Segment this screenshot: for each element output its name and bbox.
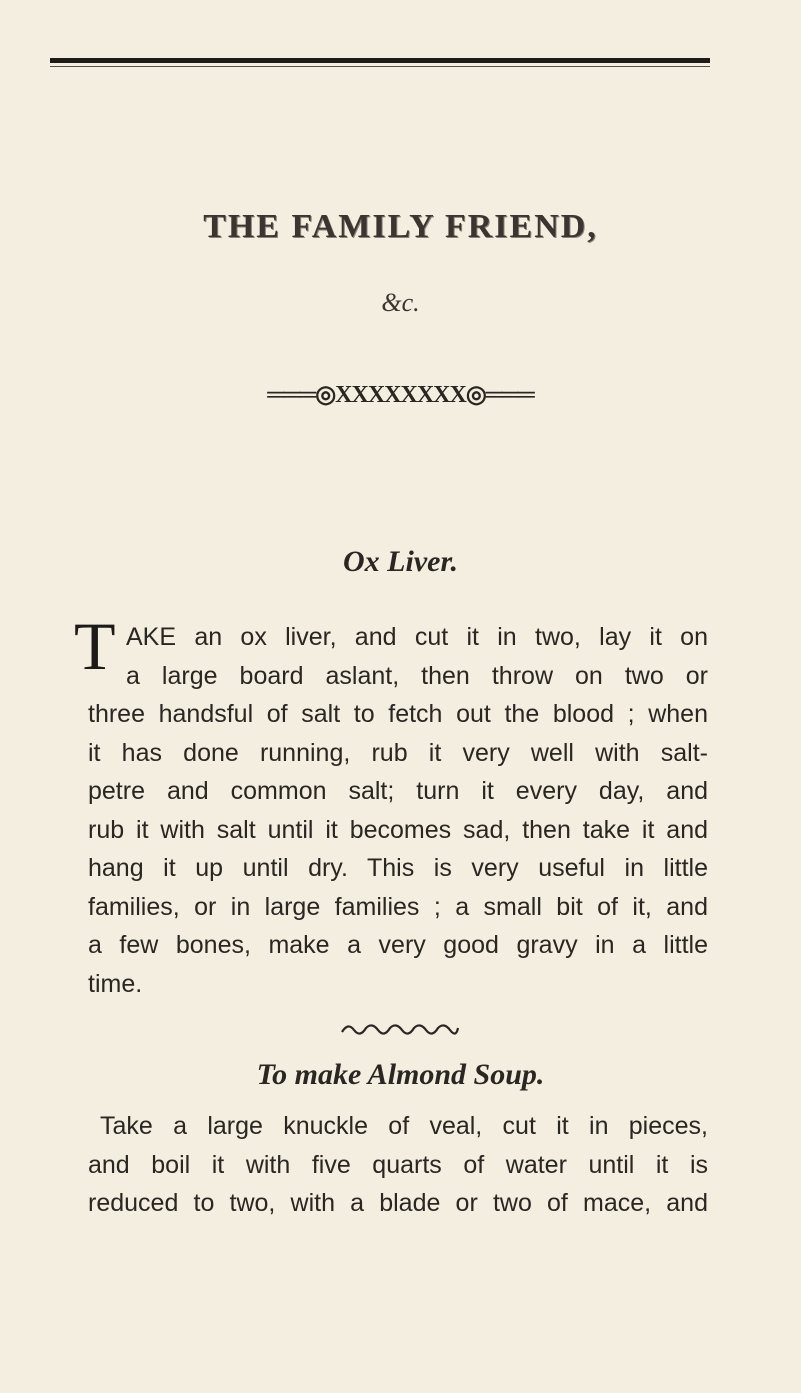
recipe-body-almond-soup — [88, 1107, 708, 1223]
text-line: hang it up until dry. This is very useful in little — [88, 854, 708, 882]
recipe-heading-ox-liver: Ox Liver. — [343, 545, 458, 578]
top-rule-thin — [50, 66, 710, 67]
text-line: a few bones, make a very good gravy in a little — [88, 931, 708, 959]
top-rule — [50, 58, 710, 63]
text-line: and boil it with five quarts of water until it is — [88, 1150, 708, 1179]
running-subtitle: &c. — [381, 288, 420, 317]
recipe-body-ox-liver — [88, 618, 708, 1003]
text-line: rub it with salt until it becomes sad, then take it and — [88, 815, 708, 844]
text-line: families, or in large families ; a small bit of it, and — [88, 892, 708, 921]
text-line: time. — [88, 969, 143, 998]
text-line: petre and common salt; turn it every day, and — [88, 777, 708, 805]
recipe-heading-almond-soup: To make Almond Soup. — [256, 1058, 545, 1091]
text-line: three handsful of salt to fetch out the blood ; when — [88, 700, 708, 728]
ornament-divider: ═══◎XXXXXXXX◎═══ — [267, 382, 534, 408]
drop-cap: T — [74, 608, 116, 684]
text-line: Take a large knuckle of veal, cut it in pieces, — [100, 1112, 708, 1140]
text-line: AKE an ox liver, and cut it in two, lay it on — [126, 623, 708, 651]
text-line: reduced to two, with a blade or two of mace, and — [88, 1189, 708, 1217]
text-line: it has done running, rub it very well with salt- — [88, 738, 708, 767]
text-line: a large board aslant, then throw on two or — [126, 661, 708, 690]
running-title: THE FAMILY FRIEND, — [203, 208, 598, 245]
squiggle-divider — [340, 1020, 460, 1036]
